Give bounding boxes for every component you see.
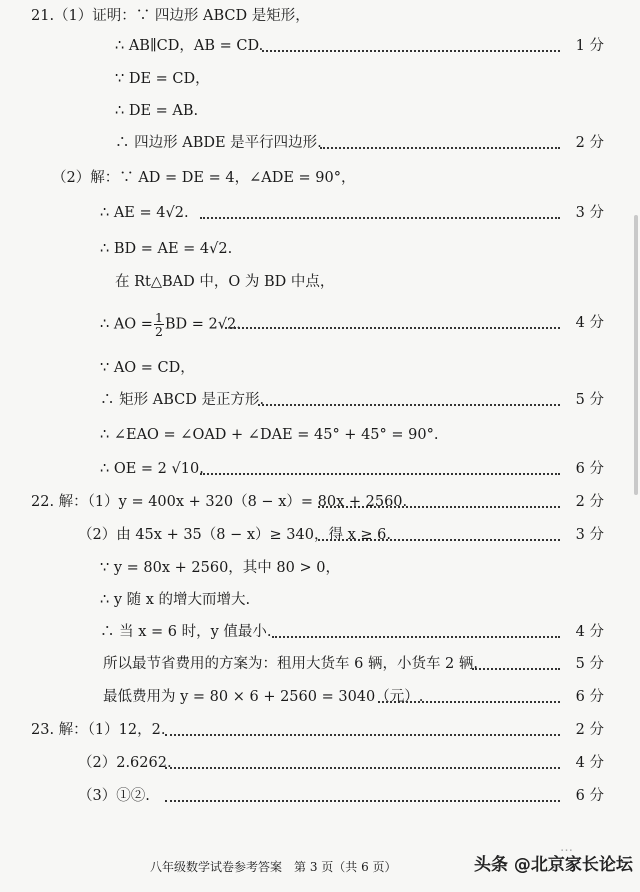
answer-line	[0, 237, 640, 261]
answer-text: （2）由 45x + 35（8 − x）≥ 340，得 x ≥ 6.	[78, 527, 391, 543]
fraction	[154, 311, 164, 338]
answer-line	[0, 685, 640, 709]
answer-line	[0, 751, 640, 775]
dot-leader	[200, 457, 560, 481]
dot-leader	[318, 490, 560, 514]
fraction-numerator: 1	[154, 310, 163, 325]
answer-line	[0, 784, 640, 808]
answer-line	[0, 490, 640, 514]
points-label: 5 分	[575, 392, 604, 408]
answer-line	[0, 4, 640, 28]
answer-text: （2）解：∵ AD = DE = 4，∠ADE = 90°，	[52, 170, 356, 186]
dot-leader	[225, 311, 560, 335]
answer-line	[0, 34, 640, 58]
answer-line	[0, 201, 640, 225]
points-label: 2 分	[575, 135, 604, 151]
dot-leader	[272, 620, 560, 644]
points-label: 6 分	[575, 461, 604, 477]
dot-leader	[165, 718, 560, 742]
points-label: 2 分	[575, 722, 604, 738]
answer-text: ∴ ∠EAO = ∠OAD + ∠DAE = 45° + 45° = 90°.	[100, 427, 439, 443]
answer-text: 所以最节省费用的方案为：租用大货车 6 辆，小货车 2 辆.	[103, 656, 478, 672]
points-label: 4 分	[575, 624, 604, 640]
answer-line	[0, 652, 640, 676]
answer-line	[0, 166, 640, 190]
answer-text: ∴ 矩形 ABCD 是正方形.	[100, 392, 265, 408]
points-label: 2 分	[575, 494, 604, 510]
answer-text: 最低费用为 y = 80 × 6 + 2560 = 3040（元）.	[103, 689, 424, 705]
watermark: 头条 @北京家长论坛	[474, 855, 633, 875]
answer-text: ∵ DE = CD，	[115, 71, 210, 87]
points-label: 6 分	[575, 689, 604, 705]
answer-line	[0, 131, 640, 155]
answer-line	[0, 310, 640, 339]
points-label: 4 分	[575, 755, 604, 771]
dot-leader	[258, 388, 560, 412]
answer-text: ∴ AB∥CD，AB = CD.	[115, 38, 264, 54]
answer-text: ∵ y = 80x + 2560，其中 80 > 0，	[100, 560, 340, 576]
answer-line	[0, 423, 640, 447]
dot-leader	[165, 784, 560, 808]
watermark-icon: …	[560, 840, 573, 855]
fraction-denominator: 2	[154, 324, 163, 339]
answer-line	[0, 99, 640, 123]
answer-text: ∴ BD = AE = 4√2.	[100, 241, 233, 257]
answer-line	[0, 270, 640, 294]
answer-text: ∴ AE = 4√2.	[100, 205, 189, 221]
answer-line	[0, 718, 640, 742]
answer-text: ∴ OE = 2 √10.	[100, 461, 204, 477]
dot-leader	[378, 685, 560, 709]
dot-leader	[472, 652, 560, 676]
answer-text: ∴ y 随 x 的增大而增大.	[100, 592, 251, 608]
answer-text-post: BD = 2√2.	[164, 316, 241, 333]
answer-text: 在 Rt△BAD 中，O 为 BD 中点，	[115, 274, 335, 290]
scrollbar[interactable]	[634, 215, 638, 495]
dot-leader	[262, 34, 560, 58]
answer-line	[0, 620, 640, 644]
dot-leader	[200, 201, 560, 225]
answer-text-pre: ∴ AO =	[100, 316, 153, 333]
dot-leader	[320, 131, 560, 155]
answer-text: ∴ DE = AB.	[115, 103, 199, 119]
answer-text: ∵ AO = CD，	[100, 360, 195, 376]
answer-text: 23. 解：（1）12，2.	[31, 722, 166, 738]
points-label: 3 分	[575, 205, 604, 221]
answer-line	[0, 67, 640, 91]
dot-leader	[318, 523, 560, 547]
points-label: 3 分	[575, 527, 604, 543]
answer-text: ∴ 当 x = 6 时，y 值最小.	[100, 624, 272, 640]
points-label: 5 分	[575, 656, 604, 672]
answer-text: ∴ 四边形 ABDE 是平行四边形.	[115, 135, 322, 151]
answer-text	[100, 311, 241, 338]
answer-line	[0, 388, 640, 412]
answer-text: （2）2.6262.	[78, 755, 172, 771]
answer-line	[0, 556, 640, 580]
answer-line	[0, 457, 640, 481]
answer-line	[0, 588, 640, 612]
answer-text: （3）①②.	[78, 788, 150, 804]
points-label: 6 分	[575, 788, 604, 804]
points-label: 4 分	[575, 315, 604, 331]
answer-line	[0, 523, 640, 547]
answer-text: 21.（1）证明：∵ 四边形 ABCD 是矩形，	[31, 8, 310, 24]
answer-text: 22. 解：（1）y = 400x + 320（8 − x）= 80x + 2560.	[31, 494, 408, 510]
points-label: 1 分	[575, 38, 604, 54]
page-footer: 八年级数学试卷参考答案 第 3 页（共 6 页）	[150, 860, 397, 874]
answer-line	[0, 356, 640, 380]
dot-leader	[165, 751, 560, 775]
